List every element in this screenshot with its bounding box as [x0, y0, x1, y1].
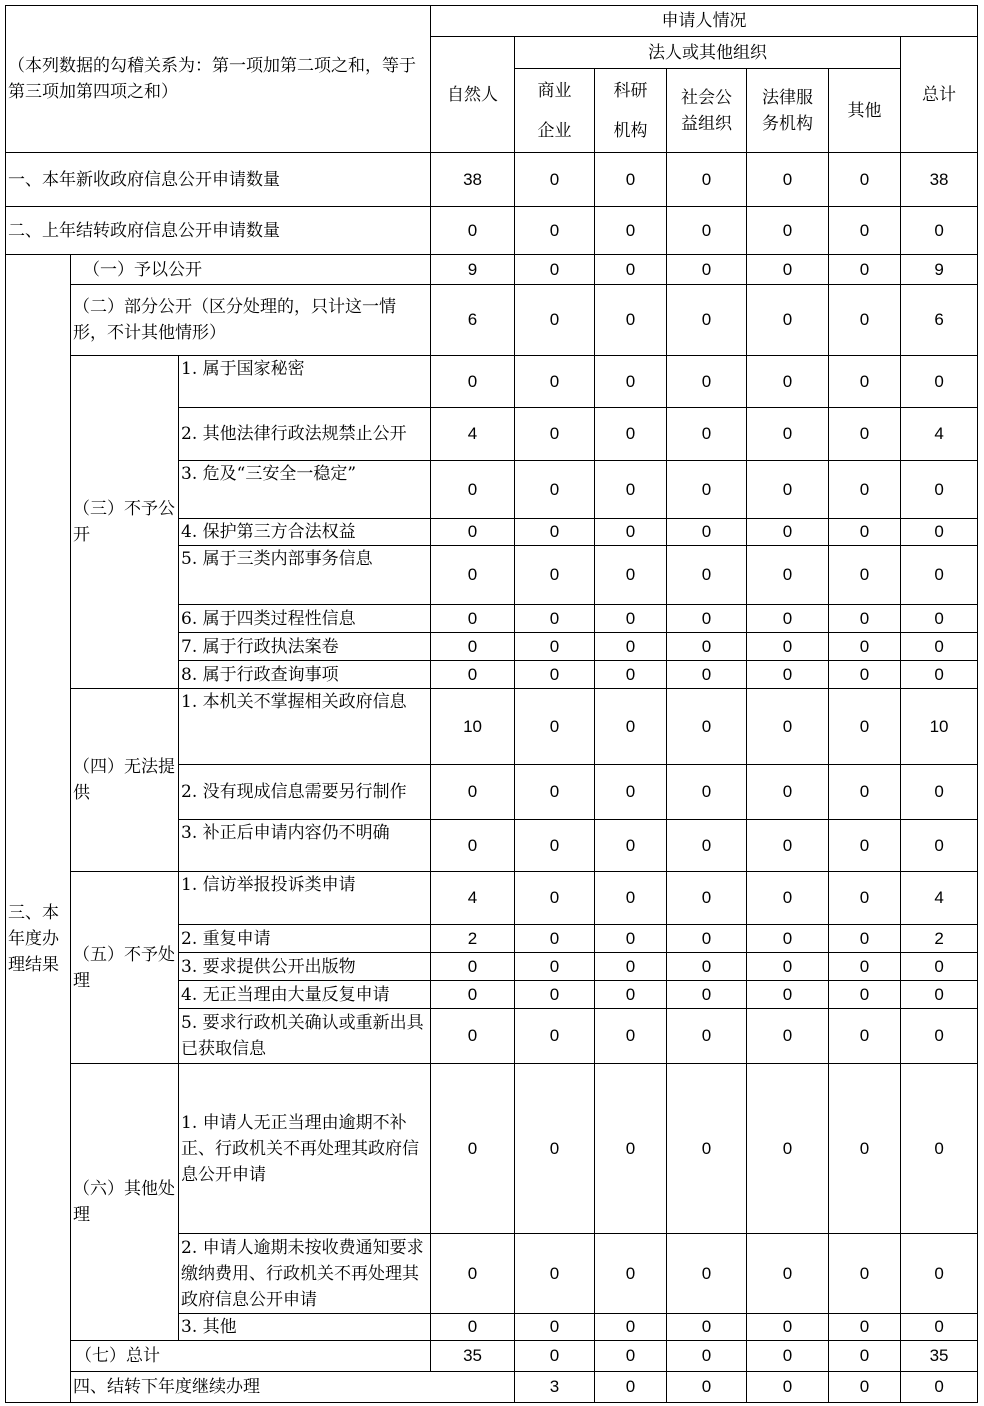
- cell-legal-service: 0: [747, 953, 829, 981]
- cell-social: 0: [667, 1341, 747, 1372]
- legal-group-header: 法人或其他组织: [515, 37, 901, 69]
- cell-natural: 0: [431, 1234, 515, 1314]
- row-label: 3. 补正后申请内容仍不明确: [179, 820, 431, 872]
- note-cell: （本列数据的勾稽关系为：第一项加第二项之和，等于第三项加第四项之和）: [6, 6, 431, 153]
- cell-research: 0: [595, 1009, 667, 1064]
- cell-other: 0: [829, 820, 901, 872]
- cell-total: 0: [901, 461, 978, 519]
- cell-research: 0: [595, 255, 667, 285]
- cell-other: 0: [829, 925, 901, 953]
- cell-total: 35: [901, 1341, 978, 1372]
- other-header: 其他: [829, 69, 901, 153]
- cell-other: 0: [829, 1064, 901, 1234]
- cell-social: 0: [667, 461, 747, 519]
- cell-total: 0: [901, 1009, 978, 1064]
- cell-total: 2: [901, 925, 978, 953]
- header-row-1: [6, 6, 978, 37]
- cell-social: 0: [667, 820, 747, 872]
- table-row: [6, 153, 978, 207]
- cell-total: 0: [901, 1064, 978, 1234]
- row-label: （一）予以公开: [71, 255, 431, 285]
- cell-other: 0: [829, 1234, 901, 1314]
- row-label: 二、上年结转政府信息公开申请数量: [6, 207, 431, 255]
- cell-natural: 0: [431, 1314, 515, 1341]
- cell-social: 0: [667, 981, 747, 1009]
- cell-other: 0: [829, 605, 901, 633]
- cell-commercial: 0: [515, 765, 595, 820]
- cell-legal-service: 0: [747, 255, 829, 285]
- cell-research: 0: [595, 661, 667, 689]
- cell-research: 0: [595, 285, 667, 356]
- row-label: 3. 危及“三安全一稳定”: [179, 461, 431, 519]
- cell-social: 0: [667, 519, 747, 546]
- cell-social: 0: [667, 1064, 747, 1234]
- cell-commercial: 0: [515, 925, 595, 953]
- cell-natural: 0: [431, 953, 515, 981]
- cell-social: 0: [667, 153, 747, 207]
- row-label: 5. 要求行政机关确认或重新出具已获取信息: [179, 1009, 431, 1064]
- row-label: （二）部分公开（区分处理的，只计这一情形，不计其他情形）: [71, 285, 431, 356]
- cell-social: 0: [667, 1009, 747, 1064]
- government-info-disclosure-table: [5, 5, 978, 1403]
- cell-commercial: 0: [515, 356, 595, 408]
- cell-natural: 6: [431, 285, 515, 356]
- cell-legal-service: 0: [747, 546, 829, 605]
- cell-other: 0: [829, 519, 901, 546]
- row-label: 5. 属于三类内部事务信息: [179, 546, 431, 605]
- row-label: 3. 要求提供公开出版物: [179, 953, 431, 981]
- cell-natural: 0: [431, 605, 515, 633]
- cell-natural: 10: [431, 689, 515, 765]
- cell-total: 6: [901, 285, 978, 356]
- cell-legal-service: 0: [747, 981, 829, 1009]
- research-line-1: 科研: [613, 80, 648, 101]
- cell-commercial: 0: [515, 1009, 595, 1064]
- table-row: [6, 689, 978, 765]
- row-label: 1. 申请人无正当理由逾期不补正、行政机关不再处理其政府信息公开申请: [179, 1064, 431, 1234]
- cell-total: 0: [901, 1234, 978, 1314]
- cell-legal-service: 0: [747, 1341, 829, 1372]
- cell-research: 0: [595, 605, 667, 633]
- cell-social: 0: [667, 689, 747, 765]
- row-label: 一、本年新收政府信息公开申请数量: [6, 153, 431, 207]
- cell-commercial: 0: [515, 207, 595, 255]
- cell-natural: 0: [431, 1009, 515, 1064]
- table-row: [6, 1341, 978, 1372]
- cell-legal-service: 0: [747, 408, 829, 461]
- cell-other: 0: [829, 765, 901, 820]
- cell-research: 0: [595, 1064, 667, 1234]
- cell-commercial: 0: [515, 953, 595, 981]
- cell-research: 0: [595, 1234, 667, 1314]
- cell-other: 0: [829, 207, 901, 255]
- cell-commercial: 0: [515, 1341, 595, 1372]
- cell-natural: 4: [431, 872, 515, 925]
- cell-natural: 0: [431, 661, 515, 689]
- cell-commercial: 0: [515, 1234, 595, 1314]
- cell-natural: 0: [431, 1064, 515, 1234]
- cell-total: 0: [901, 981, 978, 1009]
- cell-social: 0: [667, 546, 747, 605]
- cell-other: 0: [829, 408, 901, 461]
- cell-research: 0: [595, 925, 667, 953]
- group-3-label: （三）不予公开: [71, 356, 179, 689]
- cell-other: 0: [829, 356, 901, 408]
- cell-other: 0: [829, 633, 901, 661]
- cell-natural: 0: [431, 461, 515, 519]
- natural-person-header: 自然人: [431, 37, 515, 153]
- cell-other: 0: [829, 461, 901, 519]
- cell-legal-service: 0: [747, 1009, 829, 1064]
- commercial-header: [515, 69, 595, 153]
- cell-legal-service: 0: [747, 519, 829, 546]
- cell-total: 0: [901, 605, 978, 633]
- section-3-label: 三、本年度办理结果: [6, 255, 71, 1403]
- cell-research: 0: [595, 546, 667, 605]
- commercial-line-1: 商业: [537, 80, 572, 101]
- cell-social: 0: [667, 661, 747, 689]
- cell-total: 0: [901, 953, 978, 981]
- cell-natural: 0: [431, 981, 515, 1009]
- cell-total: 4: [901, 408, 978, 461]
- cell-natural: 0: [431, 820, 515, 872]
- cell-commercial: 0: [515, 981, 595, 1009]
- cell-total: 0: [901, 1314, 978, 1341]
- row-label: 四、结转下年度继续办理: [71, 1372, 515, 1403]
- cell-total: 0: [901, 207, 978, 255]
- cell-legal-service: 0: [747, 356, 829, 408]
- row-label: 4. 保护第三方合法权益: [179, 519, 431, 546]
- cell-natural: 3: [515, 1372, 595, 1403]
- cell-legal-service: 0: [747, 1234, 829, 1314]
- cell-total: 0: [901, 546, 978, 605]
- cell-natural: 0: [431, 207, 515, 255]
- cell-commercial: 0: [515, 820, 595, 872]
- cell-research: 0: [595, 519, 667, 546]
- cell-research: 0: [595, 953, 667, 981]
- cell-natural: 38: [431, 153, 515, 207]
- cell-other: 0: [829, 153, 901, 207]
- row-label: 6. 属于四类过程性信息: [179, 605, 431, 633]
- cell-social: 0: [667, 765, 747, 820]
- row-label: 4. 无正当理由大量反复申请: [179, 981, 431, 1009]
- cell-social: 0: [747, 1372, 829, 1403]
- cell-legal-service: 0: [747, 661, 829, 689]
- group-5-label: （五）不予处理: [71, 872, 179, 1064]
- commercial-line-2: 企业: [537, 120, 572, 141]
- cell-legal-service: 0: [747, 1064, 829, 1234]
- cell-social: 0: [667, 953, 747, 981]
- cell-legal-service: 0: [747, 461, 829, 519]
- table-row: [6, 1064, 978, 1234]
- cell-research: 0: [595, 633, 667, 661]
- cell-commercial: 0: [515, 605, 595, 633]
- cell-social: 0: [667, 605, 747, 633]
- row-label: 2. 申请人逾期未按收费通知要求缴纳费用、行政机关不再处理其政府信息公开申请: [179, 1234, 431, 1314]
- cell-research: 0: [595, 1314, 667, 1341]
- cell-commercial: 0: [515, 519, 595, 546]
- table-row: [6, 1372, 978, 1403]
- cell-commercial: 0: [515, 661, 595, 689]
- table-row: [6, 285, 978, 356]
- cell-research: 0: [595, 207, 667, 255]
- cell-social: 0: [667, 356, 747, 408]
- cell-commercial: 0: [515, 153, 595, 207]
- cell-natural: 0: [431, 546, 515, 605]
- cell-other: 0: [829, 981, 901, 1009]
- group-6-label: （六）其他处理: [71, 1064, 179, 1341]
- cell-natural: 2: [431, 925, 515, 953]
- cell-total: 0: [901, 356, 978, 408]
- group-4-label: （四）无法提供: [71, 689, 179, 872]
- cell-legal-service: 0: [747, 765, 829, 820]
- row-label: （七）总计: [71, 1341, 431, 1372]
- cell-commercial: 0: [515, 1314, 595, 1341]
- cell-legal-service: 0: [829, 1372, 901, 1403]
- cell-social: 0: [667, 633, 747, 661]
- cell-total: 4: [901, 872, 978, 925]
- row-label: 3. 其他: [179, 1314, 431, 1341]
- cell-commercial: 0: [515, 872, 595, 925]
- cell-social: 0: [667, 408, 747, 461]
- cell-social: 0: [667, 1234, 747, 1314]
- table-row: [6, 207, 978, 255]
- cell-research: 0: [595, 356, 667, 408]
- cell-other: 0: [901, 1372, 978, 1403]
- cell-social: 0: [667, 255, 747, 285]
- cell-research: 0: [595, 981, 667, 1009]
- cell-total: 0: [901, 661, 978, 689]
- cell-research: 0: [595, 872, 667, 925]
- cell-natural: 0: [431, 519, 515, 546]
- cell-research: 0: [667, 1372, 747, 1403]
- social-org-header: 社会公益组织: [667, 69, 747, 153]
- cell-social: 0: [667, 285, 747, 356]
- research-header: [595, 69, 667, 153]
- cell-legal-service: 0: [747, 820, 829, 872]
- legal-service-header: 法律服务机构: [747, 69, 829, 153]
- cell-other: 0: [829, 953, 901, 981]
- cell-total: 0: [901, 519, 978, 546]
- cell-total: 38: [901, 153, 978, 207]
- cell-legal-service: 0: [747, 605, 829, 633]
- cell-research: 0: [595, 408, 667, 461]
- cell-natural: 4: [431, 408, 515, 461]
- table-row: [6, 255, 978, 285]
- cell-legal-service: 0: [747, 872, 829, 925]
- cell-commercial: 0: [515, 285, 595, 356]
- cell-social: 0: [667, 925, 747, 953]
- cell-commercial: 0: [515, 255, 595, 285]
- row-label: 2. 其他法律行政法规禁止公开: [179, 408, 431, 461]
- cell-natural: 0: [431, 356, 515, 408]
- row-label: 1. 信访举报投诉类申请: [179, 872, 431, 925]
- cell-legal-service: 0: [747, 1314, 829, 1341]
- cell-social: 0: [667, 872, 747, 925]
- cell-total: 0: [901, 820, 978, 872]
- cell-legal-service: 0: [747, 633, 829, 661]
- cell-natural: 0: [431, 765, 515, 820]
- cell-legal-service: 0: [747, 689, 829, 765]
- cell-research: 0: [595, 689, 667, 765]
- row-label: 8. 属于行政查询事项: [179, 661, 431, 689]
- row-label: 2. 没有现成信息需要另行制作: [179, 765, 431, 820]
- cell-natural: 9: [431, 255, 515, 285]
- cell-research: 0: [595, 153, 667, 207]
- cell-commercial: 0: [595, 1372, 667, 1403]
- cell-other: 0: [829, 1341, 901, 1372]
- cell-commercial: 0: [515, 633, 595, 661]
- cell-commercial: 0: [515, 461, 595, 519]
- cell-other: 0: [829, 1314, 901, 1341]
- cell-other: 0: [829, 872, 901, 925]
- cell-other: 0: [829, 1009, 901, 1064]
- table-row: [6, 872, 978, 925]
- cell-total: 10: [901, 689, 978, 765]
- cell-other: 0: [829, 546, 901, 605]
- cell-commercial: 0: [515, 689, 595, 765]
- cell-research: 0: [595, 820, 667, 872]
- cell-other: 0: [829, 285, 901, 356]
- row-label: 1. 本机关不掌握相关政府信息: [179, 689, 431, 765]
- row-label: 1. 属于国家秘密: [179, 356, 431, 408]
- cell-commercial: 0: [515, 546, 595, 605]
- cell-research: 0: [595, 461, 667, 519]
- row-label: 2. 重复申请: [179, 925, 431, 953]
- research-line-2: 机构: [613, 120, 648, 141]
- cell-other: 0: [829, 255, 901, 285]
- cell-research: 0: [595, 1341, 667, 1372]
- cell-other: 0: [829, 661, 901, 689]
- cell-social: 0: [667, 1314, 747, 1341]
- cell-total: 0: [901, 765, 978, 820]
- applicant-header: 申请人情况: [431, 6, 978, 37]
- cell-legal-service: 0: [747, 207, 829, 255]
- cell-natural: 0: [431, 633, 515, 661]
- cell-total: 0: [901, 633, 978, 661]
- cell-legal-service: 0: [747, 925, 829, 953]
- total-header: 总计: [901, 37, 978, 153]
- cell-commercial: 0: [515, 408, 595, 461]
- table-row: [6, 356, 978, 408]
- cell-legal-service: 0: [747, 153, 829, 207]
- cell-research: 0: [595, 765, 667, 820]
- cell-other: 0: [829, 689, 901, 765]
- cell-legal-service: 0: [747, 285, 829, 356]
- cell-natural: 35: [431, 1341, 515, 1372]
- cell-commercial: 0: [515, 1064, 595, 1234]
- cell-total: 9: [901, 255, 978, 285]
- row-label: 7. 属于行政执法案卷: [179, 633, 431, 661]
- cell-social: 0: [667, 207, 747, 255]
